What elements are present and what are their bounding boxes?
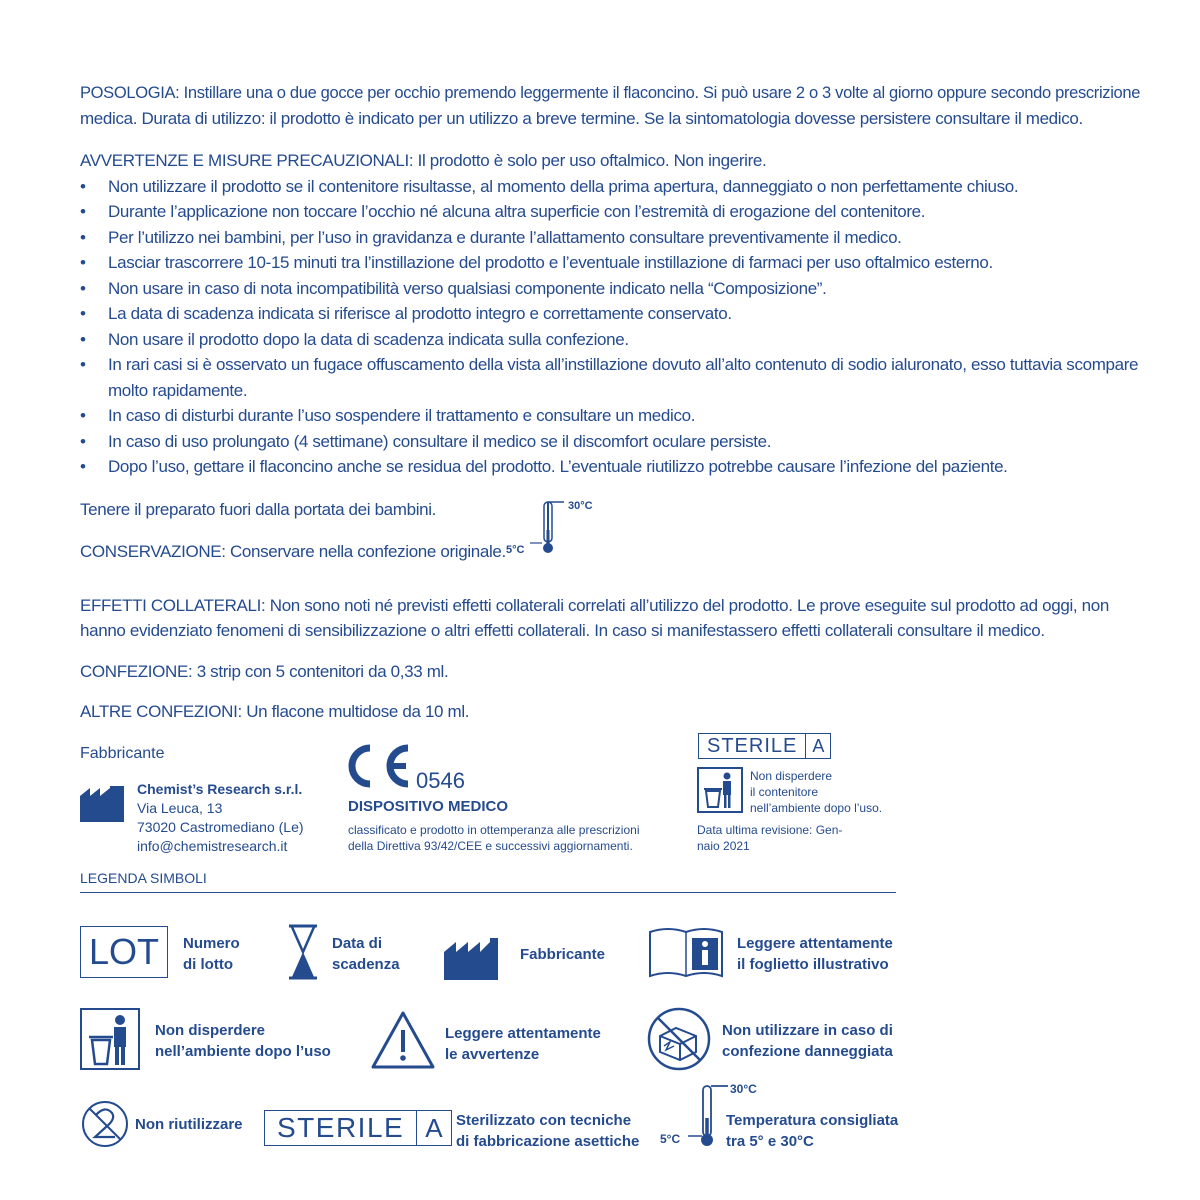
legenda-title: LEGENDA SIMBOLI [80,870,207,886]
damaged-package-icon [646,1006,712,1072]
leaflet-text [80,80,1140,725]
avvertenze-label1: Leggere attentamente [445,1025,601,1042]
altre-heading: ALTRE CONFEZIONI: [80,702,242,721]
altre-confezioni-section [80,699,1140,725]
temperatura-label [726,1110,898,1152]
scadenza-label1: Data di [332,935,383,952]
legenda-divider [80,892,896,893]
conservazione-text: Conservare nella confezione originale. [230,542,506,561]
storage-temperature-symbol [506,500,606,560]
conservazione-heading: CONSERVAZIONE: [80,542,226,561]
nd-line2: il contenitore [750,785,819,799]
confezione-text: 3 strip con 5 contenitori da 0,33 ml. [196,661,449,681]
waste-bin-icon [80,1008,140,1070]
revision-line1: Data ultima revisione: Gen- [697,823,843,837]
confezione-heading: CONFEZIONE: [80,661,193,681]
sterile-legend-letter: A [416,1111,450,1145]
posologia-line1: Instillare una o due gocce per occhio premendo leggermente il flaconcino. Si può usare 2 o 3 volte al giorno oppure secondo prescrizione [183,83,1141,102]
waste-bin-icon [697,767,743,813]
altre-text: Un flacone multidose da 10 ml. [246,702,470,721]
hourglass-icon [288,924,318,980]
info-leaflet-icon [648,924,724,980]
dispositivo-medico-title: DISPOSITIVO MEDICO [348,798,509,815]
avvertenze-item: • In rari casi si è osservato un fugace offuscamento della vista all’instillazione dovuto all’alto contenuto di sodio ialuronato, esso tuttavia scompare molto rapidamente. [80,352,1140,403]
address-street: Via Leuca, 13 [137,800,223,816]
avvertenze-heading: AVVERTENZE E MISURE PRECAUZIONALI: [80,151,414,170]
effetti-heading: EFFETTI COLLATERALI: [80,595,266,615]
avvertenze-item: • In caso di disturbi durante l’uso sospendere il trattamento e consultare un medico. [80,403,1140,429]
avvertenze-item: • Non usare in caso di nota incompatibilità verso qualsiasi componente indicato nella “Composizione”. [80,276,1140,302]
temp-low: 5°C [660,1132,681,1146]
lot-label1: Numero [183,935,240,952]
avvertenze-item: • Dopo l’uso, gettare il flaconcino anche se residua del prodotto. L’eventuale riutilizzo potrebbe causare l’infezione del paziente. [80,454,1140,480]
conservazione-section [80,539,1140,565]
non-disperdere-label1: Non disperdere [155,1022,266,1039]
lot-label2: di lotto [183,956,233,973]
riutilizzare-label: Non riutilizzare [135,1116,243,1133]
foglietto-label1: Leggere attentamente [737,935,893,952]
temp-high: 30°C [730,1082,757,1096]
revision-date [697,822,842,854]
avvertenze-item: • La data di scadenza indicata si riferisce al prodotto integro e correttamente conservato. [80,301,1140,327]
sterile-word: STERILE [707,735,798,757]
avvertenze-item: • Lasciar trascorrere 10-15 minuti tra l’instillazione del prodotto e l’eventuale instillazione di farmaci per uso oftalmico esterno. [80,250,1140,276]
non-disperdere-label [155,1020,331,1062]
avvertenze-item: • Per l’utilizzo nei bambini, per l’uso in gravidanza e durante l’allattamento consultare preventivamente il medico. [80,225,1140,251]
lot-label [183,933,240,975]
fabbricante-address [137,780,304,856]
temperatura-label2: tra 5° e 30°C [726,1133,814,1150]
sterile-badge [264,1110,452,1146]
company-email[interactable]: info@chemistresearch.it [137,838,288,854]
sterile-legend-word: STERILE [277,1112,405,1143]
posologia-section [80,80,1140,131]
factory-icon [80,786,132,822]
avvertenze-section [80,148,1140,480]
fabbricante-label: Fabbricante [80,745,165,762]
effetti-line1: Non sono noti né previsti effetti collaterali correlati all’utilizzo del prodotto. Le prove eseguite sul prodotto ad oggi, non [269,595,1109,615]
effetti-line2: hanno evidenziato fenomeni di sensibilizzazione o altri effetti collaterali. In caso si manifestassero effetti collaterali consultare il medico. [80,621,1045,640]
company-name: Chemist’s Research s.r.l. [137,781,303,797]
nd-line1: Non disperdere [750,769,833,783]
avvertenze-list [80,174,1140,480]
ce-mark [348,744,478,794]
sterile-label [456,1110,639,1152]
ce-desc-line2: della Direttiva 93/42/CEE e successivi aggiornamenti. [348,839,633,853]
factory-icon [444,938,508,980]
scadenza-label2: scadenza [332,956,400,973]
sterile-label2: di fabbricazione asettiche [456,1133,640,1150]
temp-high-small: 30°C [568,500,593,512]
warning-triangle-icon [370,1010,436,1070]
danneggiata-label [722,1020,893,1062]
sterile-label1: Sterilizzato con tecniche [456,1112,632,1129]
address-city: 73020 Castromediano (Le) [137,819,304,835]
avvertenze-label2: le avvertenze [445,1046,540,1063]
effetti-section [80,593,1140,644]
avvertenze-item: • In caso di uso prolungato (4 settimane) consultare il medico se il discomfort oculare persiste. [80,429,1140,455]
fabbricante-legend-label: Fabbricante [520,946,606,963]
avvertenze-item: • Durante l’applicazione non toccare l’occhio né alcuna altra superficie con l’estremità di erogazione del contenitore. [80,199,1140,225]
foglietto-label [737,933,893,975]
sterile-badge-small [698,733,831,759]
avvertenze-legend-label [445,1023,601,1065]
danneggiata-label2: confezione danneggiata [722,1043,893,1060]
ce-desc-line1: classificato e prodotto in ottemperanza alle prescrizioni [348,823,640,837]
ce-description [348,822,639,854]
nd-line3: nell’ambiente dopo l’uso. [750,801,883,815]
posologia-heading: POSOLOGIA: [80,83,180,102]
danneggiata-label1: Non utilizzare in caso di [722,1022,893,1039]
temp-low-small: 5°C [506,544,525,556]
posologia-line2: medica. Durata di utilizzo: il prodotto è indicato per un utilizzo a breve termine. Se la sintomatologia dovesse persistere consultare il medico. [80,108,1083,128]
no-reuse-icon [80,1099,130,1149]
foglietto-label2: il foglietto illustrativo [737,956,889,973]
tenere-text: Tenere il preparato fuori dalla portata dei bambini. [80,499,437,519]
scadenza-label [332,933,400,975]
notified-body-number: 0546 [416,768,465,793]
sterile-letter: A [805,734,830,758]
avvertenze-intro: Il prodotto è solo per uso oftalmico. Non ingerire. [417,151,767,170]
temperatura-label1: Temperatura consigliata [726,1112,899,1129]
ce-mark-icon [348,744,418,790]
revision-line2: naio 2021 [697,839,750,853]
avvertenze-item: • Non utilizzare il prodotto se il contenitore risultasse, al momento della prima apertura, danneggiato o non perfettamente chiuso. [80,174,1140,200]
non-disperdere-small-text [750,768,882,816]
lot-symbol: LOT [80,926,168,978]
non-disperdere-label2: nell’ambiente dopo l’uso [155,1043,331,1060]
confezione-section [80,659,1140,685]
avvertenze-item: • Non usare il prodotto dopo la data di scadenza indicata sulla confezione. [80,327,1140,353]
